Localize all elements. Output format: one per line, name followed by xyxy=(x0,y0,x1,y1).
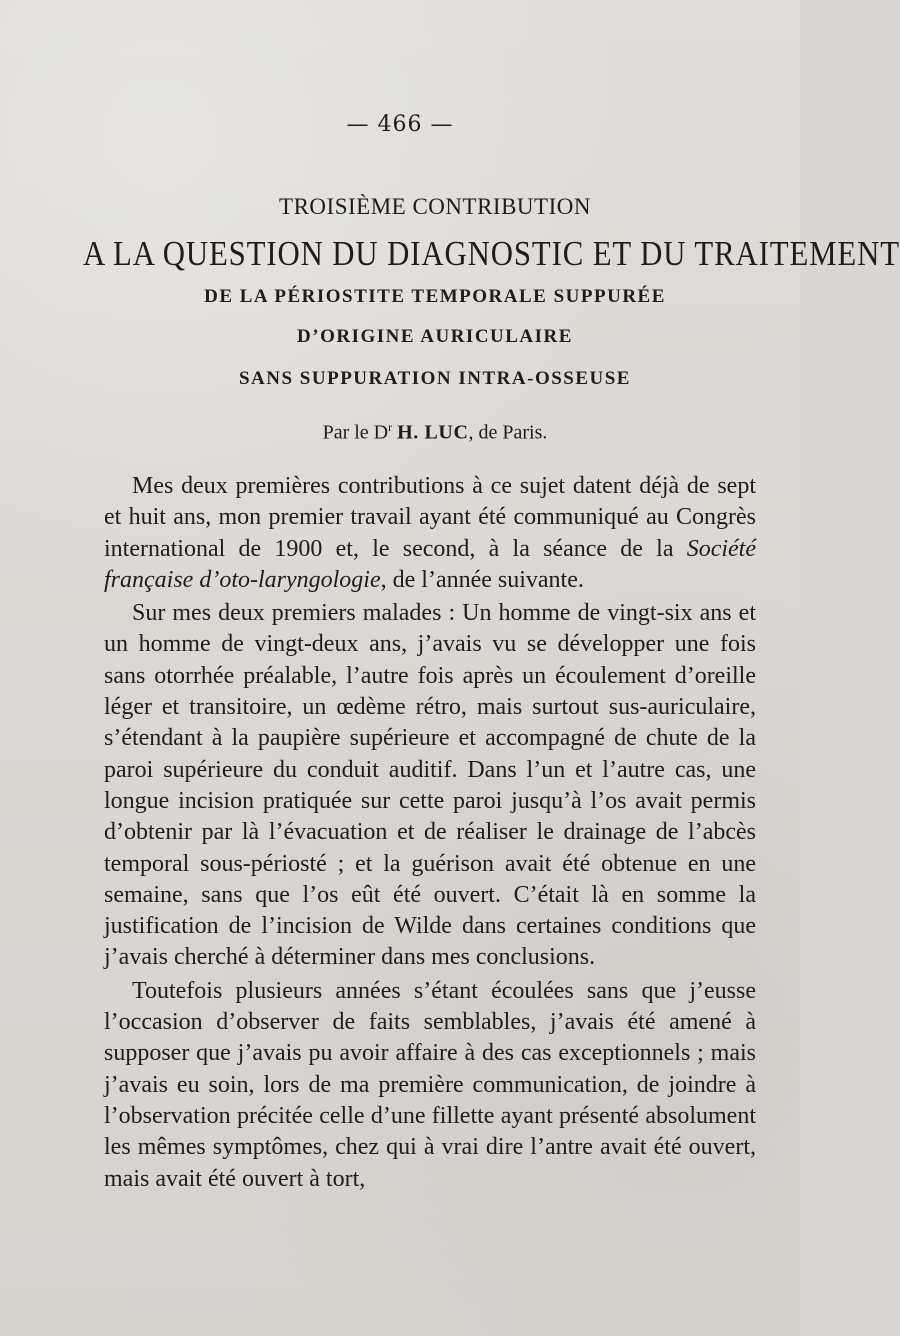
title-line-4: D’ORIGINE AURICULAIRE xyxy=(297,326,573,347)
title-line-1: TROISIÈME CONTRIBUTION xyxy=(279,194,591,219)
title-line-2: A LA QUESTION DU DIAGNOSTIC ET DU TRAITEMENT xyxy=(83,234,900,273)
journal-title: Société française d’oto-laryngologie xyxy=(104,535,756,593)
paragraph-1-part-1: Mes deux premières contributions à ce sujet datent déjà de sept et huit ans, mon premier travail ayant été communiqué au Congrès international de 1900 et, le second, à la séance de la xyxy=(104,473,756,562)
article-body xyxy=(104,471,756,1195)
byline-prefix: Par le D xyxy=(322,421,389,444)
author-name: H. LUC xyxy=(397,421,469,444)
paragraph-1 xyxy=(104,471,756,596)
title-line-5: SANS SUPPURATION INTRA-OSSEUSE xyxy=(238,368,631,389)
paragraph-2: Sur mes deux premiers malades : Un homme de vingt-six ans et un homme de vingt-deux ans, j’avais vu se développer une fois sans otorrhée préalable, l’autre fois après un écoulement d’oreille léger et transitoire, un œdème rétro, mais surtout sus-auriculaire, s’étendant à la paupière supérieure et accompagné de chute de la paroi supérieure du conduit auditif. Dans l’un et l’autre cas, une longue incision pratiquée sur cette paroi jusqu’à l’os avait permis d’obtenir par là l’évacuation et de réaliser le drainage de l’abcès temporal sous-périosté ; et la guérison avait été obtenue en une semaine, sans que l’os eût été ouvert. C’était là en somme la justification de l’incision de Wilde dans certaines conditions que j’avais cherché à déterminer dans mes conclusions. xyxy=(104,600,756,971)
paragraph-3: Toutefois plusieurs années s’étant écoulées sans que j’eusse l’occasion d’observer de faits semblables, j’avais été amené à supposer que j’avais pu avoir affaire à des cas exceptionnels ; mais j’avais eu soin, lors de ma première communication, de joindre à l’observation précitée celle d’une fillette ayant présenté absolument les mêmes symptômes, chez qui à vrai dire l’antre avait été ouvert, mais avait été ouvert à tort, xyxy=(104,977,756,1192)
page-number: — 466 — xyxy=(346,112,454,137)
author-byline xyxy=(35,420,835,445)
paragraph-1-part-2: , de l’année suivante. xyxy=(380,566,584,593)
title-line-3: DE LA PÉRIOSTITE TEMPORALE SUPPURÉE xyxy=(204,286,666,307)
byline-superscript: r xyxy=(388,420,393,434)
byline-suffix: , de Paris. xyxy=(468,421,548,444)
